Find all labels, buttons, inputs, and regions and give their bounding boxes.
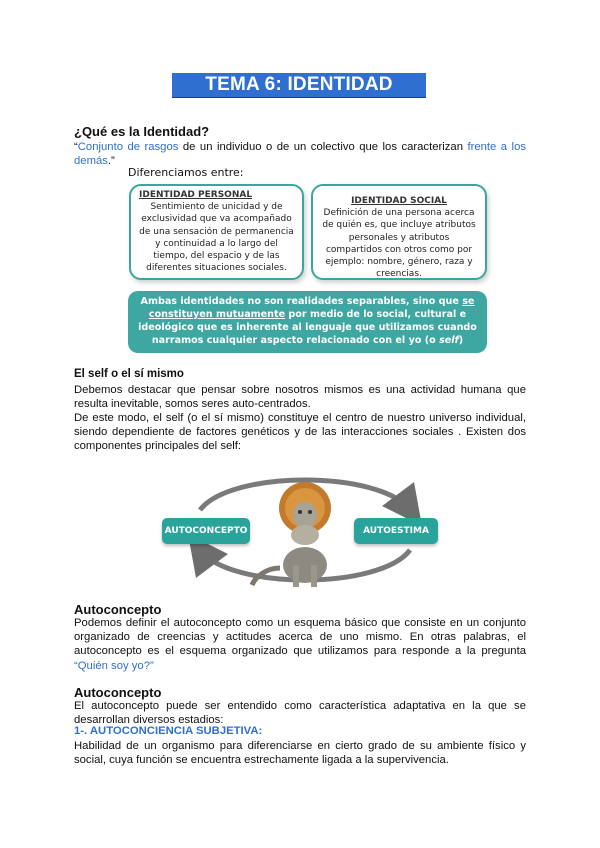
self-paragraph-2: De este modo, el self (o el sí mismo) constituye el centro de nuestro universo individual, siendo dependiente de factores genéticos y de las interacciones sociales . Existen dos componentes principales del self: (74, 412, 526, 453)
definition-highlight-1: Conjunto de rasgos (77, 141, 179, 153)
personal-identity-text: Sentimiento de unicidad y de exclusividad que va acompañado de una sensación de permanencia y continuidad a lo largo del tiempo, del espacio y de las diferentes situaciones sociales. (139, 202, 294, 274)
autoconcepto-paragraph-1 (74, 616, 526, 673)
autoconcepto-text: Podemos definir el autoconcepto como un esquema básico que consiste en un conjunto organizado de creencias y actitudes acerca de uno mismo. En otras palabras, el autoconcepto es el esquema organizado que utilizamos para responde a la pregunta (74, 617, 526, 658)
subheading-autoconciencia: 1-. AUTOCONCIENCIA SUBJETIVA: (74, 725, 263, 737)
personal-identity-box (129, 184, 304, 280)
heading-identity: ¿Qué es la Identidad? (74, 124, 210, 139)
heading-autoconcepto-1: Autoconcepto (74, 602, 162, 617)
social-identity-title: IDENTIDAD SOCIAL (351, 196, 447, 206)
page-title: TEMA 6: IDENTIDAD SOCIAL (172, 73, 426, 97)
banner-text-1: Ambas identidades no son realidades separables, sino que (140, 296, 463, 307)
definition-highlight-2: frente a los demás (74, 141, 526, 168)
differentiate-intro: Diferenciamos entre: (128, 166, 244, 179)
lion-cat-illustration (252, 482, 331, 587)
banner-text-2: por medio de lo social, cultural e ideológico que es inherente al lenguaje que utilizamos cuando narramos cualquier aspecto relacionado con el yo (o (138, 309, 477, 346)
who-am-i-question: “Quién soy yo?” (74, 659, 154, 672)
social-identity-box (311, 184, 487, 280)
title-underline (172, 97, 426, 98)
quote-open: “ (74, 141, 78, 153)
definition-middle: de un individuo o de un colectivo que los caracterizan (178, 141, 468, 153)
banner-italic-self: self (439, 335, 459, 346)
banner-underlined: se constituyen mutuamente (148, 296, 475, 320)
quote-close: .” (107, 155, 115, 168)
identity-definition (74, 140, 526, 168)
heading-self: El self o el sí mismo (74, 368, 184, 380)
autoconciencia-paragraph: Habilidad de un organismo para diferenciarse en cierto grado de su ambiente físico y social, cuya función se encuentra estrechamente ligada a la supervivencia. (74, 740, 526, 767)
autoconcepto-paragraph-2: El autoconcepto puede ser entendido como característica adaptativa en la que se desarrollan diversos estadios: (74, 700, 526, 727)
personal-identity-title: IDENTIDAD PERSONAL (139, 190, 253, 200)
autoestima-pill: AUTOESTIMA (354, 518, 438, 544)
self-paragraph-1: Debemos destacar que pensar sobre nosotros mismos es una actividad humana que resulta inevitable, somos seres auto-centrados. (74, 384, 526, 411)
autoconcepto-pill: AUTOCONCEPTO (162, 518, 250, 544)
banner-text-3: ) (458, 335, 464, 346)
identity-relation-banner (128, 291, 487, 353)
social-identity-text: Definición de una persona acerca de quién es, que incluye atributos personales y atributos compartidos con otros como por ejemplo: nombre, género, raza y creencias. (322, 208, 476, 280)
heading-autoconcepto-2: Autoconcepto (74, 685, 162, 700)
